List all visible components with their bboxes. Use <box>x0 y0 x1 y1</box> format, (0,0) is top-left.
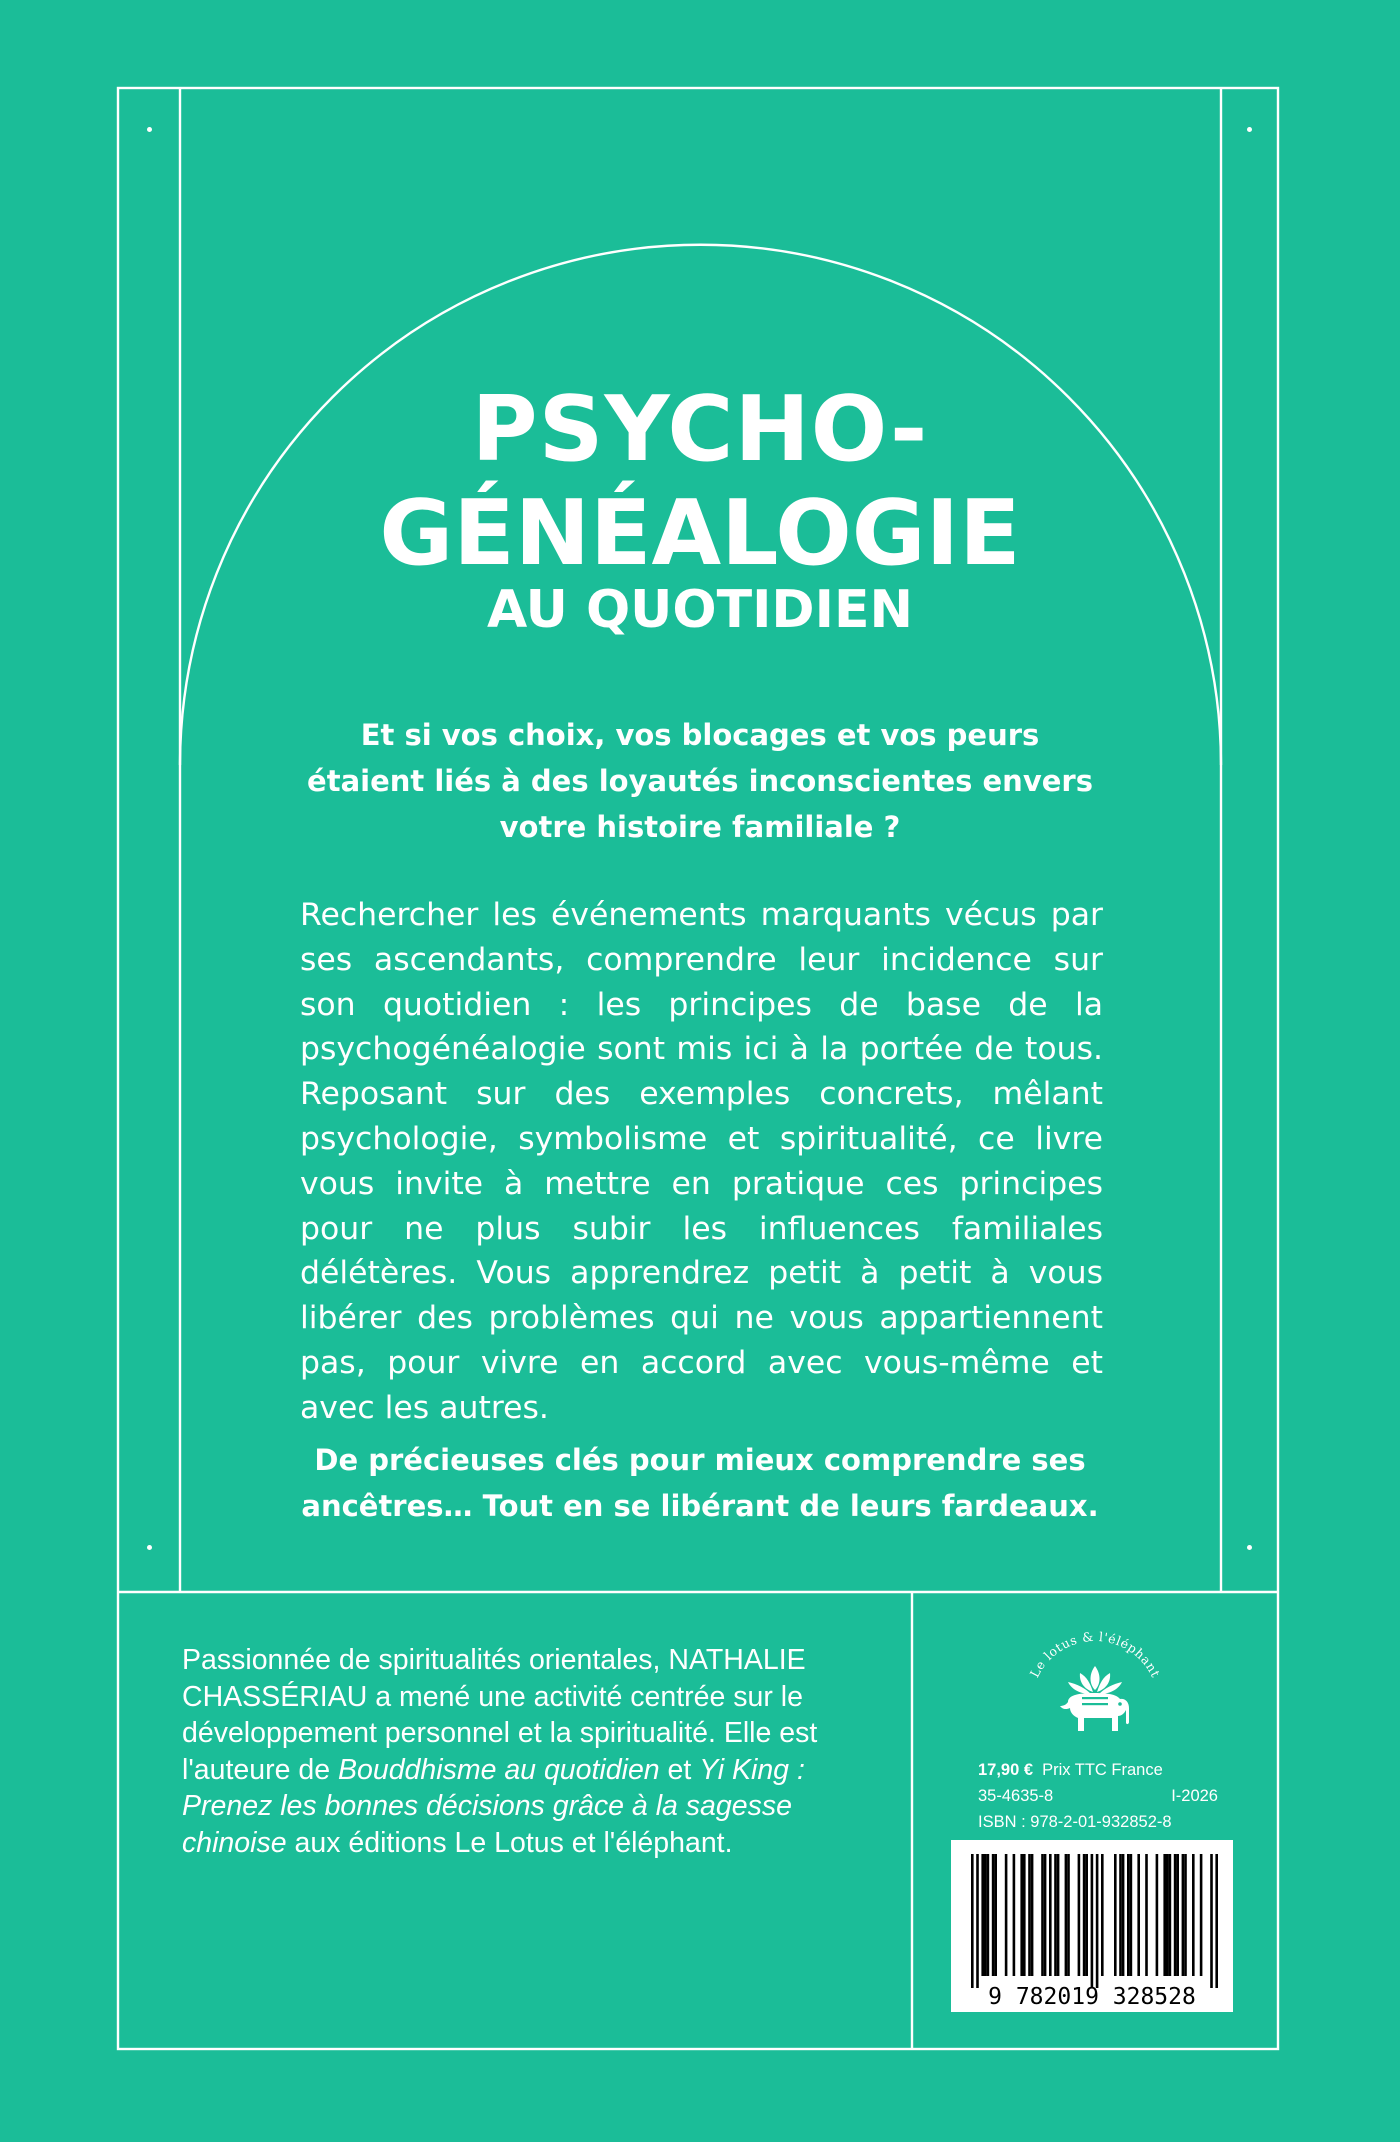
barcode-bar <box>1078 1854 1081 1976</box>
title-line-2: GÉNÉALOGIE <box>379 481 1021 586</box>
barcode-bar <box>971 1854 974 1988</box>
barcode-bar <box>1114 1854 1117 1976</box>
barcode-bar <box>1192 1854 1195 1976</box>
barcode-bar <box>1023 1854 1026 1976</box>
barcode-bar <box>1049 1854 1052 1976</box>
barcode-bar <box>1130 1854 1133 1976</box>
barcode-bar <box>1176 1854 1179 1976</box>
book-title: Bouddhisme au quotidien <box>337 1753 660 1786</box>
barcode-bar <box>981 1854 984 1976</box>
barcode-bar <box>1145 1854 1148 1976</box>
price-amount: 17,90 € <box>978 1761 1034 1779</box>
barcode-bar <box>1083 1854 1086 1976</box>
barcode-bar <box>1215 1854 1218 1988</box>
product-code: 35-4635-8 <box>978 1787 1054 1805</box>
barcode-bar <box>1184 1854 1187 1976</box>
barcode-bar <box>984 1854 987 1976</box>
barcode-bar <box>1041 1854 1044 1976</box>
barcode-bar <box>976 1854 979 1988</box>
lotus-elephant-icon <box>1002 1626 1188 1746</box>
price-label: Prix TTC France <box>1042 1761 1163 1779</box>
barcode-bar <box>1054 1854 1057 1976</box>
barcode-digits: 9 782019 328528 <box>988 1984 1196 2010</box>
barcode-bar <box>1031 1854 1034 1976</box>
barcode-bar <box>1067 1854 1070 1976</box>
barcode <box>951 1840 1233 2012</box>
barcode-bar <box>1122 1854 1125 1976</box>
barcode-bar <box>992 1854 995 1976</box>
barcode-bar <box>1210 1854 1213 1988</box>
title-line-1: PSYCHO- <box>471 377 929 482</box>
barcode-bar <box>1065 1854 1068 1976</box>
author-bio: Passionnée de spiritualités orientales, NATHALIE CHASSÉRIAU a mené une activité centrée sur le développement personnel et la spiritualité. Elle est l'auteure de Bouddhisme au quotidien et Yi King : Prenez les bonnes décisions grâce à la sagesse chinoise aux éditions Le Lotus et l'éléphant. <box>182 1644 818 1859</box>
lead-question: Et si vos choix, vos blocages et vos peurs étaient liés à des loyautés inconscientes envers votre histoire familiale ? <box>307 718 1093 844</box>
barcode-bar <box>1044 1854 1047 1976</box>
barcode-bar <box>1166 1854 1169 1976</box>
barcode-bar <box>1137 1854 1140 1976</box>
barcode-bar <box>1174 1854 1177 1976</box>
barcode-bar <box>1057 1854 1060 1976</box>
tagline: De précieuses clés pour mieux comprendre ses ancêtres… Tout en se libérant de leurs fardeaux. <box>301 1443 1099 1523</box>
corner-dot <box>147 127 152 132</box>
barcode-bar <box>994 1854 997 1976</box>
barcode-bar <box>1156 1854 1159 1976</box>
barcode-bar <box>1091 1854 1094 1988</box>
barcode-bar <box>1020 1854 1023 1976</box>
barcode-bar <box>1013 1854 1016 1976</box>
barcode-bar <box>1200 1854 1203 1976</box>
barcode-bar <box>1085 1854 1088 1976</box>
price-block <box>978 1757 1218 1835</box>
barcode-bar <box>1182 1854 1185 1976</box>
barcode-bar <box>1101 1854 1104 1976</box>
barcode-bar <box>1163 1854 1166 1976</box>
publisher-name: Le lotus & l'éléphant <box>1026 1628 1164 1680</box>
barcode-bar <box>1169 1854 1172 1976</box>
barcode-bar <box>1119 1854 1122 1976</box>
barcode-bar <box>1127 1854 1130 1976</box>
book-title: Yi King : Prenez les bonnes décisions grâce à la sagesse chinoise <box>182 1753 805 1859</box>
isbn-label: ISBN : 978-2-01-932852-8 <box>978 1813 1172 1831</box>
title-subtitle: AU QUOTIDIEN <box>487 580 913 640</box>
barcode-bars <box>951 1840 1233 2012</box>
edition-code: I-2026 <box>1171 1787 1218 1805</box>
barcode-bar <box>1028 1854 1031 1976</box>
corner-dot <box>1247 1545 1252 1550</box>
barcode-bar <box>1096 1854 1099 1988</box>
corner-dot <box>147 1545 152 1550</box>
barcode-bar <box>987 1854 990 1976</box>
book-summary: Rechercher les événements marquants vécus par ses ascendants, comprendre leur incidence sur son quotidien : les principes de base de la psychogénéalogie sont mis ici à la portée de tous. Reposant sur des exemples concrets, mêlant psychologie, symbolisme et spiritualité, ce livre vous invite à mettre en pratique ces principes pour ne plus subir les influences familiales délétères. Vous apprendrez petit à petit à vous libérer des problèmes qui ne vous appartiennent pas, pour vivre en accord avec vous-même et avec les autres. <box>300 897 1103 1426</box>
corner-dot <box>1247 127 1252 132</box>
barcode-bar <box>1005 1854 1008 1976</box>
